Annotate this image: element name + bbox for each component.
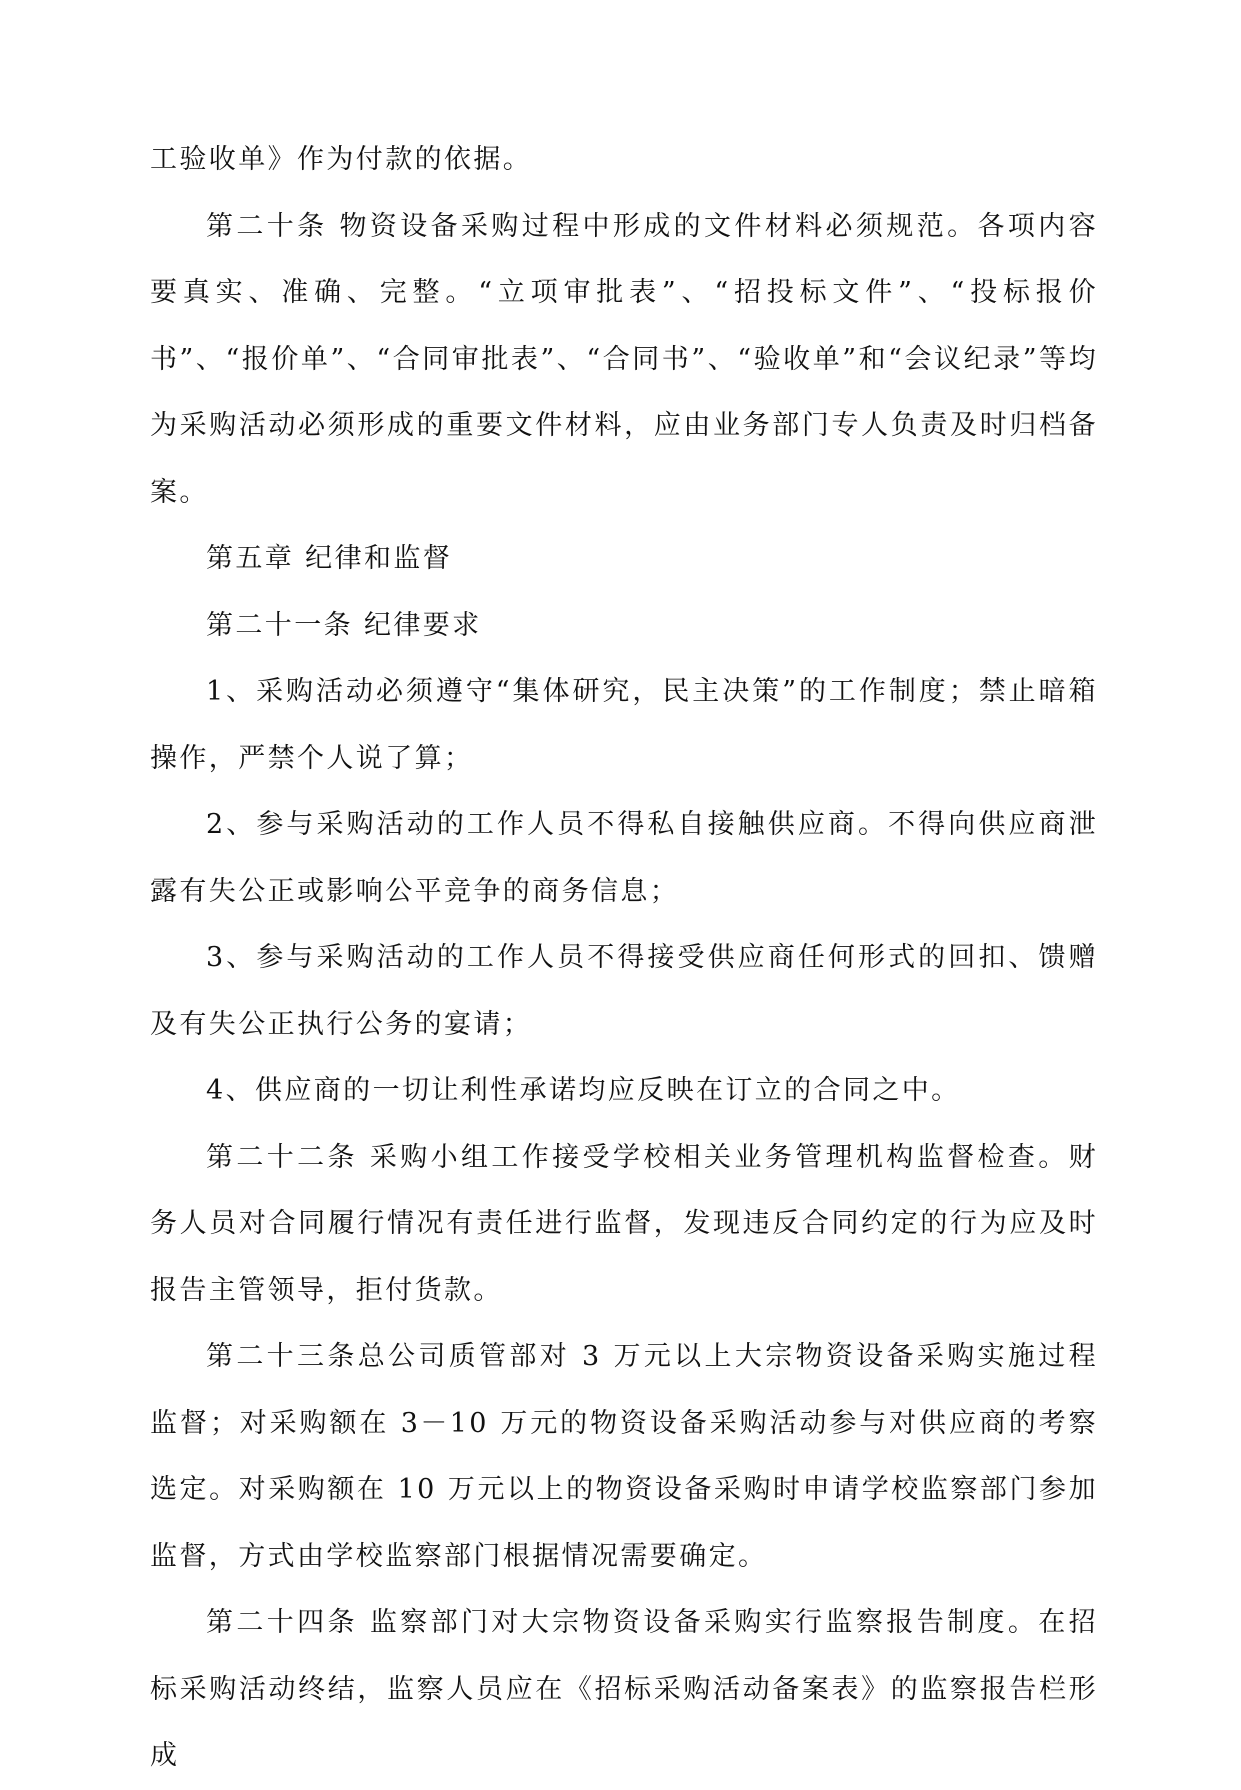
paragraph-article-24: 第二十四条 监察部门对大宗物资设备采购实行监察报告制度。在招标采购活动终结，监察人员应在《招标采购活动备案表》的监察报告栏形成	[150, 1607, 1098, 1771]
article-21-heading: 第二十一条 纪律要求	[206, 609, 482, 641]
chapter-5-heading: 第五章 纪律和监督	[206, 543, 453, 574]
paragraph-article-20: 第二十条 物资设备采购过程中形成的文件材料必须规范。各项内容要真实、准确、完整。“立项审批表”、“招投标文件”、“投标报价书”、“报价单”、“合同审批表”、“合同书”、“验收单”和“会议纪录”等均为采购活动必须形成的重要文件材料，应由业务部门专人负责及时归档备案。	[150, 210, 1098, 508]
paragraph-article-22: 第二十二条 采购小组工作接受学校相关业务管理机构监督检查。财务人员对合同履行情况有责任进行监督，发现违反合同约定的行为应及时报告主管领导，拒付货款。	[150, 1141, 1098, 1306]
list-item-1: 1、采购活动必须遵守“集体研究，民主决策”的工作制度；禁止暗箱操作，严禁个人说了算；	[150, 676, 1098, 774]
list-item-2: 2、参与采购活动的工作人员不得私自接触供应商。不得向供应商泄露有失公正或影响公平竞争的商务信息；	[150, 809, 1098, 907]
list-item-3: 3、参与采购活动的工作人员不得接受供应商任何形式的回扣、馈赠及有失公正执行公务的宴请；	[150, 942, 1098, 1040]
list-item-4: 4、供应商的一切让利性承诺均应反映在订立的合同之中。	[206, 1075, 961, 1106]
document-body	[150, 127, 1098, 1790]
paragraph-article-23: 第二十三条总公司质管部对 3 万元以上大宗物资设备采购实施过程监督；对采购额在 3－10 万元的物资设备采购活动参与对供应商的考察选定。对采购额在 10 万元以上的物资设备采购时申请学校监察部门参加监督，方式由学校监察部门根据情况需要确定。	[150, 1341, 1098, 1572]
paragraph-payment-basis: 工验收单》作为付款的依据。	[150, 144, 533, 175]
